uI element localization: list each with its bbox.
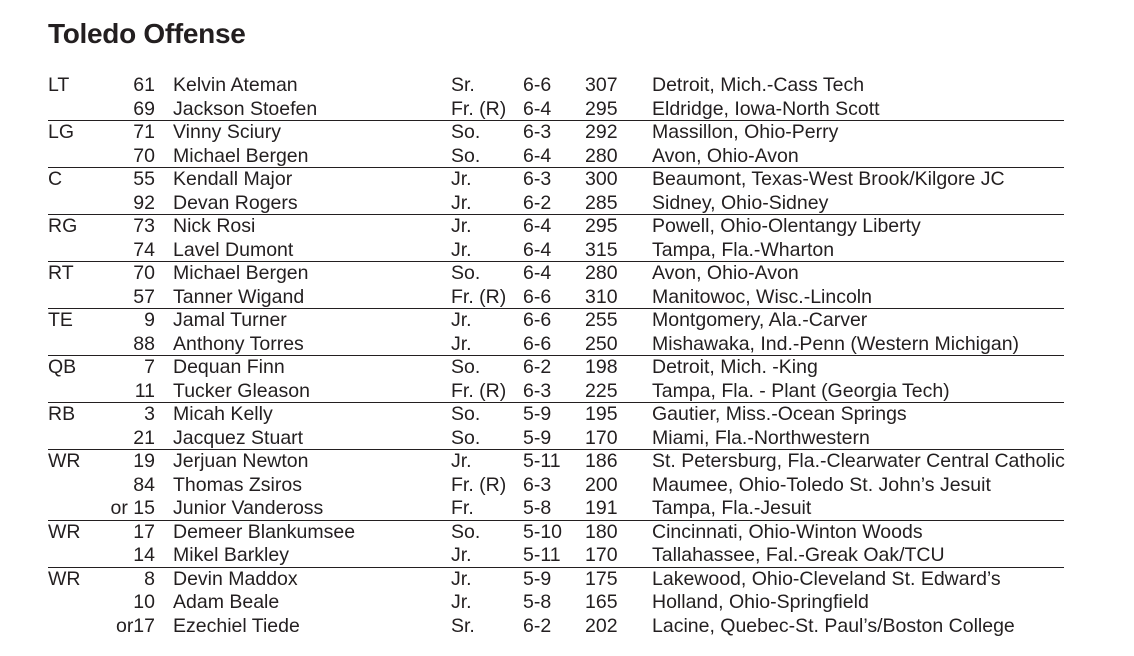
height-cell: 6-2 <box>523 614 552 637</box>
roster-row <box>0 309 1134 333</box>
number-cell: 10 <box>133 591 155 613</box>
number-cell: 7 <box>144 356 155 378</box>
height-cell: 5-8 <box>523 497 552 519</box>
page-title: Toledo Offense <box>48 18 246 49</box>
number-cell: 3 <box>144 403 155 425</box>
roster-row <box>0 215 1134 239</box>
number-cell: 84 <box>133 473 155 496</box>
hometown-cell: Tampa, Fla.-Jesuit <box>652 497 812 519</box>
number-cell: or17 <box>115 614 155 637</box>
weight-cell: 295 <box>585 97 618 120</box>
weight-cell: 280 <box>585 262 618 284</box>
weight-cell: 280 <box>585 144 618 167</box>
player-name-cell: Lavel Dumont <box>173 238 294 261</box>
hometown-cell: Avon, Ohio-Avon <box>652 144 799 167</box>
hometown-cell: Detroit, Mich. -King <box>652 356 818 378</box>
number-cell: 74 <box>133 238 155 261</box>
roster-row <box>0 591 1134 615</box>
player-name-cell: Jackson Stoefen <box>173 97 318 120</box>
position-cell: TE <box>48 309 73 331</box>
year-cell: Fr. (R) <box>451 473 507 496</box>
weight-cell: 195 <box>585 403 618 425</box>
hometown-cell: Lacine, Quebec-St. Paul’s/Boston College <box>652 614 1015 637</box>
number-cell: 61 <box>133 74 155 96</box>
player-name-cell: Thomas Zsiros <box>173 473 302 496</box>
weight-cell: 315 <box>585 238 618 261</box>
weight-cell: 198 <box>585 356 618 378</box>
height-cell: 6-3 <box>523 168 552 190</box>
height-cell: 6-3 <box>523 379 552 402</box>
year-cell: Jr. <box>451 591 472 613</box>
height-cell: 6-4 <box>523 238 552 261</box>
player-name-cell: Adam Beale <box>173 591 280 613</box>
height-cell: 5-11 <box>523 450 561 472</box>
player-name-cell: Devan Rogers <box>173 191 298 214</box>
hometown-cell: St. Petersburg, Fla.-Clearwater Central Catholic <box>652 450 1065 472</box>
position-cell: WR <box>48 567 81 590</box>
hometown-cell: Miami, Fla.-Northwestern <box>652 426 870 449</box>
player-name-cell: Junior Vandeross <box>173 497 324 519</box>
number-cell: 71 <box>133 121 155 143</box>
weight-cell: 191 <box>585 497 618 519</box>
year-cell: Jr. <box>451 567 472 590</box>
weight-cell: 180 <box>585 520 618 543</box>
roster-row <box>0 98 1134 122</box>
year-cell: Jr. <box>451 450 472 472</box>
player-name-cell: Michael Bergen <box>173 262 309 284</box>
year-cell: So. <box>451 426 481 449</box>
number-cell: 73 <box>133 215 155 237</box>
height-cell: 6-4 <box>523 97 552 120</box>
number-cell: 69 <box>133 97 155 120</box>
height-cell: 6-2 <box>523 356 552 378</box>
roster-row <box>0 168 1134 192</box>
height-cell: 6-3 <box>523 473 552 496</box>
roster-row <box>0 615 1134 639</box>
weight-cell: 170 <box>585 544 618 566</box>
weight-cell: 170 <box>585 426 618 449</box>
weight-cell: 186 <box>585 450 618 472</box>
roster-row <box>0 239 1134 263</box>
year-cell: Fr. <box>451 497 474 519</box>
height-cell: 5-11 <box>523 544 561 566</box>
weight-cell: 292 <box>585 121 618 143</box>
weight-cell: 307 <box>585 74 618 96</box>
roster-row <box>0 121 1134 145</box>
player-name-cell: Nick Rosi <box>173 215 256 237</box>
hometown-cell: Tampa, Fla.-Wharton <box>652 238 835 261</box>
height-cell: 6-6 <box>523 285 552 308</box>
year-cell: Fr. (R) <box>451 379 507 402</box>
weight-cell: 310 <box>585 285 618 308</box>
roster-row <box>0 568 1134 592</box>
position-cell: QB <box>48 356 77 378</box>
number-cell: 88 <box>133 332 155 355</box>
position-cell: LT <box>48 74 70 96</box>
year-cell: So. <box>451 520 481 543</box>
roster-row <box>0 262 1134 286</box>
number-cell: 14 <box>133 544 155 566</box>
height-cell: 6-6 <box>523 74 552 96</box>
hometown-cell: Montgomery, Ala.-Carver <box>652 309 868 331</box>
player-name-cell: Demeer Blankumsee <box>173 520 356 543</box>
year-cell: So. <box>451 144 481 167</box>
roster-row <box>0 145 1134 169</box>
number-cell: 70 <box>133 144 155 167</box>
year-cell: Fr. (R) <box>451 97 507 120</box>
number-cell: 55 <box>133 168 155 190</box>
roster-row <box>0 427 1134 451</box>
player-name-cell: Dequan Finn <box>173 356 285 378</box>
hometown-cell: Cincinnati, Ohio-Winton Woods <box>652 520 923 543</box>
height-cell: 5-8 <box>523 591 552 613</box>
player-name-cell: Micah Kelly <box>173 403 273 425</box>
year-cell: Jr. <box>451 191 472 214</box>
hometown-cell: Massillon, Ohio-Perry <box>652 121 839 143</box>
player-name-cell: Jacquez Stuart <box>173 426 304 449</box>
number-cell: 21 <box>133 426 155 449</box>
height-cell: 6-4 <box>523 215 552 237</box>
year-cell: Jr. <box>451 309 472 331</box>
height-cell: 6-6 <box>523 309 552 331</box>
weight-cell: 200 <box>585 473 618 496</box>
roster-row <box>0 403 1134 427</box>
roster-row <box>0 380 1134 404</box>
number-cell: 17 <box>133 520 155 543</box>
height-cell: 6-2 <box>523 191 552 214</box>
roster-row <box>0 474 1134 498</box>
year-cell: Fr. (R) <box>451 285 507 308</box>
roster-row <box>0 450 1134 474</box>
year-cell: Sr. <box>451 74 475 96</box>
position-cell: LG <box>48 121 75 143</box>
year-cell: So. <box>451 121 481 143</box>
height-cell: 6-6 <box>523 332 552 355</box>
hometown-cell: Manitowoc, Wisc.-Lincoln <box>652 285 872 308</box>
hometown-cell: Maumee, Ohio-Toledo St. John’s Jesuit <box>652 473 991 496</box>
hometown-cell: Holland, Ohio-Springfield <box>652 591 869 613</box>
position-cell: RB <box>48 403 76 425</box>
player-name-cell: Jerjuan Newton <box>173 450 309 472</box>
number-cell: 9 <box>144 309 155 331</box>
player-name-cell: Devin Maddox <box>173 567 298 590</box>
player-name-cell: Mikel Barkley <box>173 544 289 566</box>
roster-row <box>0 544 1134 568</box>
position-cell: RT <box>48 262 74 284</box>
hometown-cell: Powell, Ohio-Olentangy Liberty <box>652 215 921 237</box>
hometown-cell: Mishawaka, Ind.-Penn (Western Michigan) <box>652 332 1020 355</box>
weight-cell: 202 <box>585 614 618 637</box>
year-cell: Jr. <box>451 168 472 190</box>
hometown-cell: Detroit, Mich.-Cass Tech <box>652 74 865 96</box>
weight-cell: 255 <box>585 309 618 331</box>
year-cell: Sr. <box>451 614 475 637</box>
player-name-cell: Kelvin Ateman <box>173 74 298 96</box>
weight-cell: 285 <box>585 191 618 214</box>
height-cell: 6-4 <box>523 262 552 284</box>
year-cell: So. <box>451 403 481 425</box>
roster-table <box>0 74 1134 638</box>
hometown-cell: Lakewood, Ohio-Cleveland St. Edward’s <box>652 567 1001 590</box>
number-cell: 11 <box>134 379 155 402</box>
hometown-cell: Sidney, Ohio-Sidney <box>652 191 829 214</box>
player-name-cell: Tanner Wigand <box>173 285 305 308</box>
number-cell: 8 <box>144 567 155 590</box>
number-cell: 70 <box>133 262 155 284</box>
height-cell: 5-9 <box>523 426 552 449</box>
hometown-cell: Beaumont, Texas-West Brook/Kilgore JC <box>652 168 1005 190</box>
player-name-cell: Kendall Major <box>173 168 293 190</box>
position-cell: WR <box>48 520 81 543</box>
position-cell: WR <box>48 450 81 472</box>
roster-row <box>0 74 1134 98</box>
weight-cell: 165 <box>585 591 618 613</box>
number-cell: 92 <box>133 191 155 214</box>
height-cell: 5-9 <box>523 567 552 590</box>
weight-cell: 300 <box>585 168 618 190</box>
hometown-cell: Avon, Ohio-Avon <box>652 262 799 284</box>
roster-row <box>0 286 1134 310</box>
player-name-cell: Ezechiel Tiede <box>173 614 300 637</box>
player-name-cell: Michael Bergen <box>173 144 309 167</box>
year-cell: Jr. <box>451 332 472 355</box>
player-name-cell: Jamal Turner <box>173 309 287 331</box>
roster-row <box>0 497 1134 521</box>
player-name-cell: Anthony Torres <box>173 332 304 355</box>
roster-row <box>0 192 1134 216</box>
hometown-cell: Tampa, Fla. - Plant (Georgia Tech) <box>652 379 950 402</box>
hometown-cell: Eldridge, Iowa-North Scott <box>652 97 880 120</box>
year-cell: Jr. <box>451 238 472 261</box>
number-cell: 57 <box>133 285 155 308</box>
player-name-cell: Tucker Gleason <box>173 379 310 402</box>
number-cell: 19 <box>133 450 155 472</box>
height-cell: 6-4 <box>523 144 552 167</box>
position-cell: C <box>48 168 63 190</box>
hometown-cell: Tallahassee, Fal.-Greak Oak/TCU <box>652 544 945 566</box>
weight-cell: 295 <box>585 215 618 237</box>
year-cell: So. <box>451 262 481 284</box>
roster-row <box>0 356 1134 380</box>
roster-row <box>0 333 1134 357</box>
weight-cell: 225 <box>585 379 618 402</box>
player-name-cell: Vinny Sciury <box>173 121 282 143</box>
height-cell: 6-3 <box>523 121 552 143</box>
roster-row <box>0 521 1134 545</box>
height-cell: 5-9 <box>523 403 552 425</box>
year-cell: Jr. <box>451 544 472 566</box>
number-cell: or 15 <box>110 497 155 519</box>
height-cell: 5-10 <box>523 520 563 543</box>
weight-cell: 250 <box>585 332 618 355</box>
year-cell: Jr. <box>451 215 472 237</box>
weight-cell: 175 <box>585 567 618 590</box>
hometown-cell: Gautier, Miss.-Ocean Springs <box>652 403 907 425</box>
year-cell: So. <box>451 356 481 378</box>
position-cell: RG <box>48 215 78 237</box>
